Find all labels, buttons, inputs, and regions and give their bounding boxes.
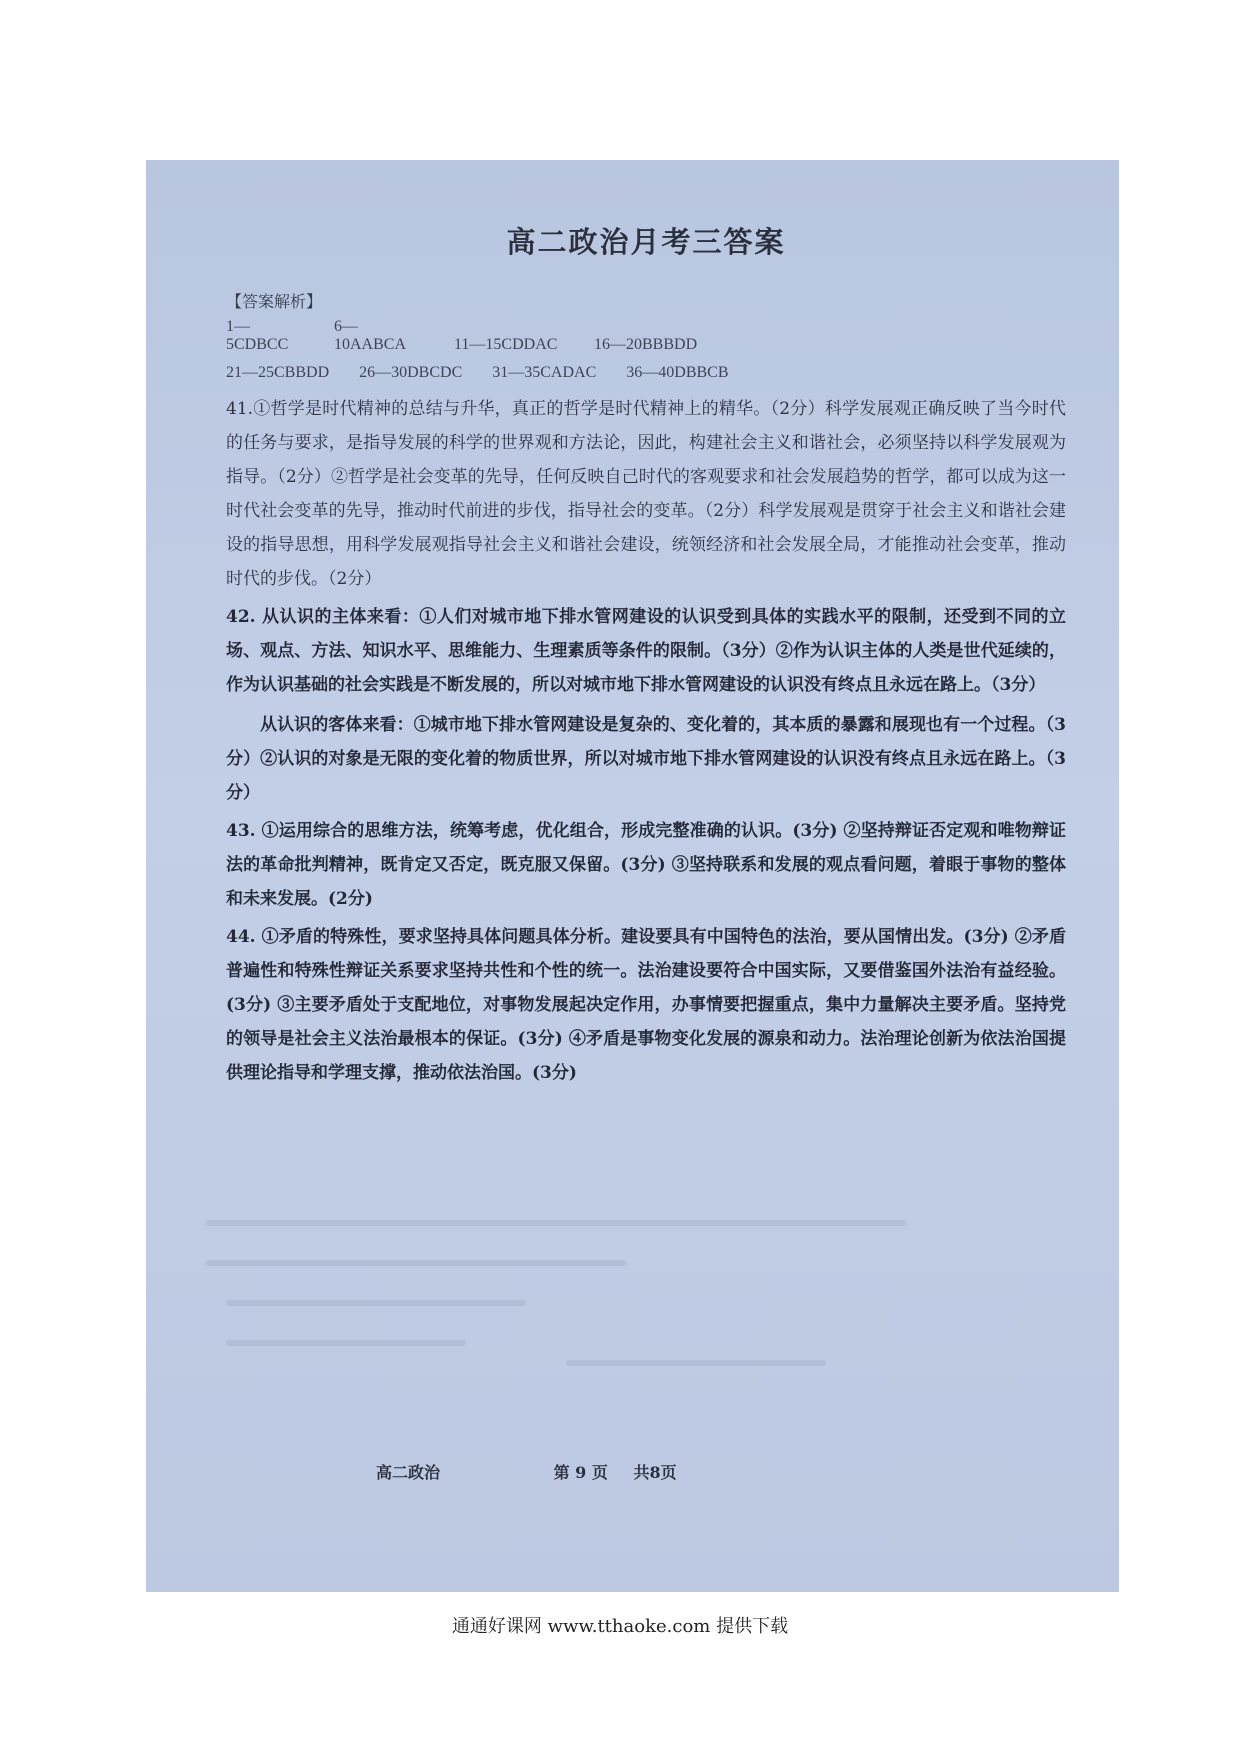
answer-group: 26—30DBCDC: [359, 364, 463, 381]
page-footer: [376, 1460, 896, 1483]
answer-group: 21—25CBBDD: [226, 364, 330, 381]
answer-41: 41.①哲学是时代精神的总结与升华，真正的哲学是时代精神上的精华。（2分）科学发展观正确反映了当今时代的任务与要求，是指导发展的科学的世界观和方法论，因此，构建社会主义和谐社会，必须坚持以科学发展观为指导。（2分）②哲学是社会变革的先导，任何反映自己时代的客观要求和社会发展趋势的哲学，都可以成为这一时代社会变革的先导，推动时代前进的步伐，指导社会的变革。（2分）科学发展观是贯穿于社会主义和谐社会建设的指导思想，用科学发展观指导社会主义和谐社会建设，统领经济和社会发展全局，才能推动社会变革，推动时代的步伐。（2分）: [226, 399, 1066, 589]
bleed-through-line: [226, 1300, 526, 1306]
answers-row-2: [226, 364, 1066, 382]
footer-subject: 高二政治: [376, 1463, 441, 1482]
footer-page-number: 第 9 页: [553, 1463, 608, 1482]
answer-group: 1—5CDBCC: [226, 318, 289, 353]
bleed-through-line: [206, 1260, 626, 1266]
answer-group: 6—10AABCA: [334, 318, 407, 353]
answer-42-object: 从认识的客体来看：①城市地下排水管网建设是复杂的、变化着的，其本质的暴露和展现也有一个过程。（3分）②认识的对象是无限的变化着的物质世界，所以对城市地下排水管网建设的认识没有终点且永远在路上。（3分）: [226, 715, 1066, 803]
bleed-through-line: [566, 1360, 826, 1366]
bleed-through-line: [206, 1220, 906, 1226]
answer-group: 31—35CADAC: [492, 364, 597, 381]
answer-group: 16—20BBBDD: [594, 336, 698, 353]
answer-44: 44. ①矛盾的特殊性，要求坚持具体问题具体分析。建设要具有中国特色的法治，要从国情出发。(3分) ②矛盾普遍性和特殊性辩证关系要求坚持共性和个性的统一。法治建设要符合中国实际，又要借鉴国外法治有益经验。(3分) ③主要矛盾处于支配地位，对事物发展起决定作用，办事情要把握重点，集中力量解决主要矛盾。坚持党的领导是社会主义法治最根本的保证。(3分) ④矛盾是事物变化发展的源泉和动力。法治理论创新为依法治国提供理论指导和学理支撑，推动依法治国。(3分): [226, 927, 1066, 1083]
answer-group: 36—40DBBCB: [626, 364, 729, 381]
download-credit: 通通好课网 www.tthaoke.com 提供下载: [451, 1616, 789, 1637]
footer-total-pages: 共8页: [633, 1463, 677, 1482]
choice-answers: [226, 318, 1066, 382]
answers-row-1: [226, 318, 1066, 354]
section-tag: 【答案解析】: [226, 292, 323, 311]
page-title: 高二政治月考三答案: [506, 225, 786, 259]
answer-sheet: [226, 220, 1066, 1090]
scanned-page-photo: [146, 160, 1119, 1592]
answer-group: 11—15CDDAC: [454, 336, 558, 353]
bleed-through-line: [226, 1340, 466, 1346]
answer-43: 43. ①运用综合的思维方法，统筹考虑，优化组合，形成完整准确的认识。(3分) ②坚持辩证否定观和唯物辩证法的革命批判精神，既肯定又否定，既克服又保留。(3分) ③坚持联系和发展的观点看问题，着眼于事物的整体和未来发展。(2分): [226, 821, 1066, 909]
answer-42-subject: 42. 从认识的主体来看：①人们对城市地下排水管网建设的认识受到具体的实践水平的限制，还受到不同的立场、观点、方法、知识水平、思维能力、生理素质等条件的限制。（3分）②作为认识主体的人类是世代延续的，作为认识基础的社会实践是不断发展的，所以对城市地下排水管网建设的认识没有终点且永远在路上。（3分）: [226, 607, 1066, 695]
